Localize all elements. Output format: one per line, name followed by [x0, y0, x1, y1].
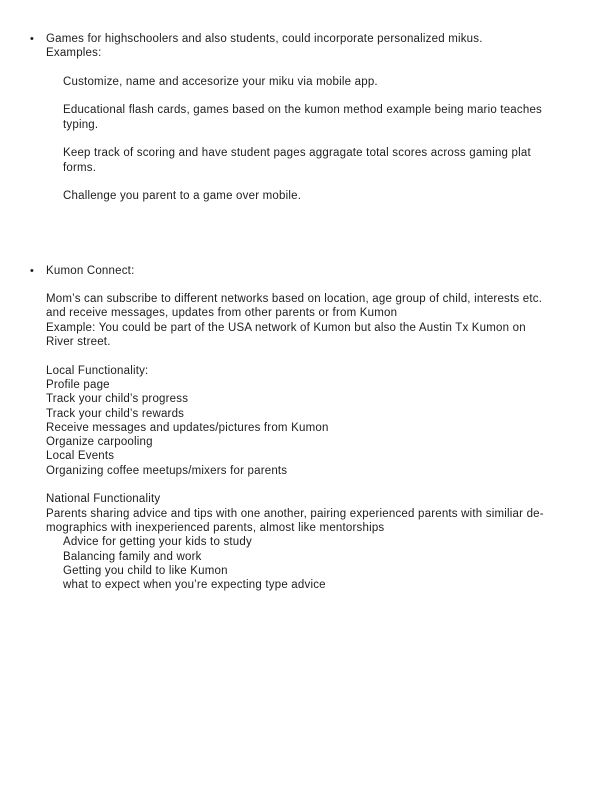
bullet-marker: • — [30, 33, 35, 45]
text-line: Example: You could be part of the USA network of Kumon but also the Austin Tx Kumon on — [46, 321, 526, 334]
paragraph — [0, 189, 600, 203]
bullet-marker: • — [30, 264, 35, 277]
text-line: Local Functionality: — [46, 364, 149, 377]
text-line: Challenge you parent to a game over mobile. — [63, 190, 302, 203]
text-line: Balancing family and work — [63, 550, 202, 563]
text-line: Kumon Connect: — [46, 264, 135, 277]
text-line: Receive messages and updates/pictures from Kumon — [46, 421, 329, 434]
paragraph — [0, 32, 600, 61]
text-line: River street. — [46, 336, 111, 349]
paragraph — [0, 264, 600, 278]
text-line: Local Events — [46, 450, 115, 463]
paragraph — [0, 75, 600, 89]
text-line: Organizing coffee meetups/mixers for parents — [46, 464, 288, 477]
text-line: mographics with inexperienced parents, almost like mentorships — [46, 521, 385, 534]
text-line: typing. — [63, 118, 99, 131]
text-line: Organize carpooling — [46, 436, 153, 449]
text-line: National Functionality — [46, 493, 161, 506]
text-line: what to expect when you’re expecting type advice — [63, 579, 326, 592]
text-line: Advice for getting your kids to study — [63, 536, 252, 549]
text-line: Keep track of scoring and have student pages aggragate total scores across gaming plat — [63, 147, 531, 160]
text-line: Mom’s can subscribe to different networks based on location, age group of child, interests etc. — [46, 293, 543, 306]
text-line: Profile page — [46, 378, 110, 391]
paragraph — [0, 103, 600, 132]
document-body — [0, 32, 600, 592]
paragraph — [0, 364, 600, 478]
paragraph — [0, 292, 600, 349]
paragraph — [0, 146, 600, 175]
text-line: Parents sharing advice and tips with one another, pairing experienced parents with similiar de- — [46, 507, 544, 520]
text-line: Track your child’s progress — [46, 393, 189, 406]
text-line: Games for highschoolers and also students, could incorporate personalized mikus. — [46, 33, 483, 45]
text-line: Getting you child to like Kumon — [63, 564, 228, 577]
text-line: Examples: — [46, 47, 102, 60]
text-line: Customize, name and accesorize your miku via mobile app. — [63, 75, 378, 88]
paragraph — [0, 492, 600, 592]
text-line: and receive messages, updates from other parents or from Kumon — [46, 307, 398, 320]
text-line: Track your child’s rewards — [46, 407, 185, 420]
text-line: forms. — [63, 161, 97, 174]
text-line: Educational flash cards, games based on the kumon method example being mario teaches — [63, 104, 542, 117]
